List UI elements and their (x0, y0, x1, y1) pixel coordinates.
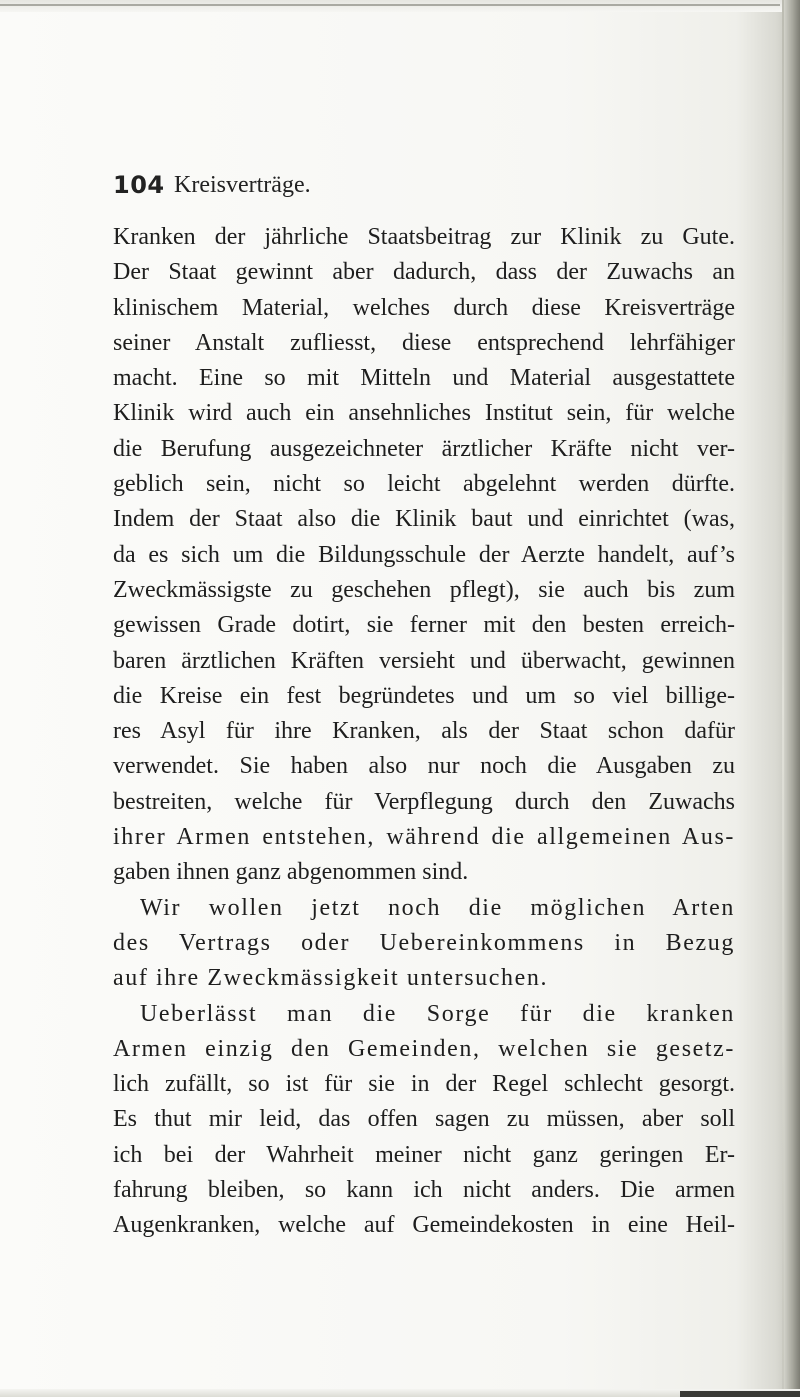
text-line: die Berufung ausgezeichneter ärztlicher Kräfte nicht ver- (113, 435, 735, 462)
text-line: die Kreise ein fest begründetes und um so viel billige- (113, 682, 735, 709)
text-line: des Vertrags oder Uebereinkommens in Bezug (113, 929, 735, 956)
text-line: bestreiten, welche für Verpflegung durch den Zuwachs (113, 788, 735, 815)
text-line: seiner Anstalt zufliesst, diese entsprechend lehrfähiger (113, 329, 735, 356)
text-line: ihrer Armen entstehen, während die allgemeinen Aus- (113, 824, 735, 851)
page-top-rule (0, 4, 780, 6)
text-line: Zweckmässigste zu geschehen pflegt), sie auch bis zum (113, 576, 735, 603)
text-line: baren ärztlichen Kräften versieht und überwacht, gewinnen (113, 647, 735, 674)
paragraph-first-line: Ueberlässt man die Sorge für die kranken (140, 1000, 735, 1027)
text-line: ich bei der Wahrheit meiner nicht ganz geringen Er- (113, 1141, 735, 1168)
page-top-edge (0, 0, 800, 12)
text-line: auf ihre Zweckmässigkeit untersuchen. (113, 965, 549, 992)
text-line: lich zufällt, so ist für sie in der Regel schlecht gesorgt. (113, 1071, 735, 1098)
text-line: gaben ihnen ganz abgenommen sind. (113, 859, 469, 886)
paragraph-first-line: Wir wollen jetzt noch die möglichen Arten (140, 894, 735, 921)
text-line: gewissen Grade dotirt, sie ferner mit den besten erreich- (113, 612, 735, 639)
text-line: geblich sein, nicht so leicht abgelehnt werden dürfte. (113, 471, 735, 498)
body-text (113, 220, 735, 1244)
page-number: 104 (113, 171, 165, 199)
text-line: Augenkranken, welche auf Gemeindekosten in eine Heil- (113, 1212, 735, 1239)
text-line: res Asyl für ihre Kranken, als der Staat schon dafür (113, 718, 735, 745)
page-bottom-shadow (680, 1391, 800, 1397)
text-line: fahrung bleiben, so kann ich nicht anders. Die armen (113, 1177, 735, 1204)
text-line: Armen einzig den Gemeinden, welchen sie gesetz- (113, 1035, 735, 1062)
text-line: Klinik wird auch ein ansehnliches Institut sein, für welche (113, 400, 735, 427)
text-line: Es thut mir leid, das offen sagen zu müssen, aber soll (113, 1106, 735, 1133)
text-line: Indem der Staat also die Klinik baut und einrichtet (was, (113, 506, 735, 533)
text-line: da es sich um die Bildungsschule der Aerzte handelt, auf’s (113, 541, 735, 568)
page-header (113, 167, 735, 203)
text-line: macht. Eine so mit Mitteln und Material ausgestattete (113, 365, 735, 392)
text-line: verwendet. Sie haben also nur noch die Ausgaben zu (113, 753, 735, 780)
running-head: Kreisverträge. (174, 172, 311, 198)
text-line: Der Staat gewinnt aber dadurch, dass der Zuwachs an (113, 259, 735, 286)
text-line: klinischem Material, welches durch diese Kreisverträge (113, 294, 735, 321)
text-line: Kranken der jährliche Staatsbeitrag zur Klinik zu Gute. (113, 224, 735, 250)
page-right-edge (784, 0, 800, 1397)
page-bottom-edge (0, 1389, 800, 1397)
